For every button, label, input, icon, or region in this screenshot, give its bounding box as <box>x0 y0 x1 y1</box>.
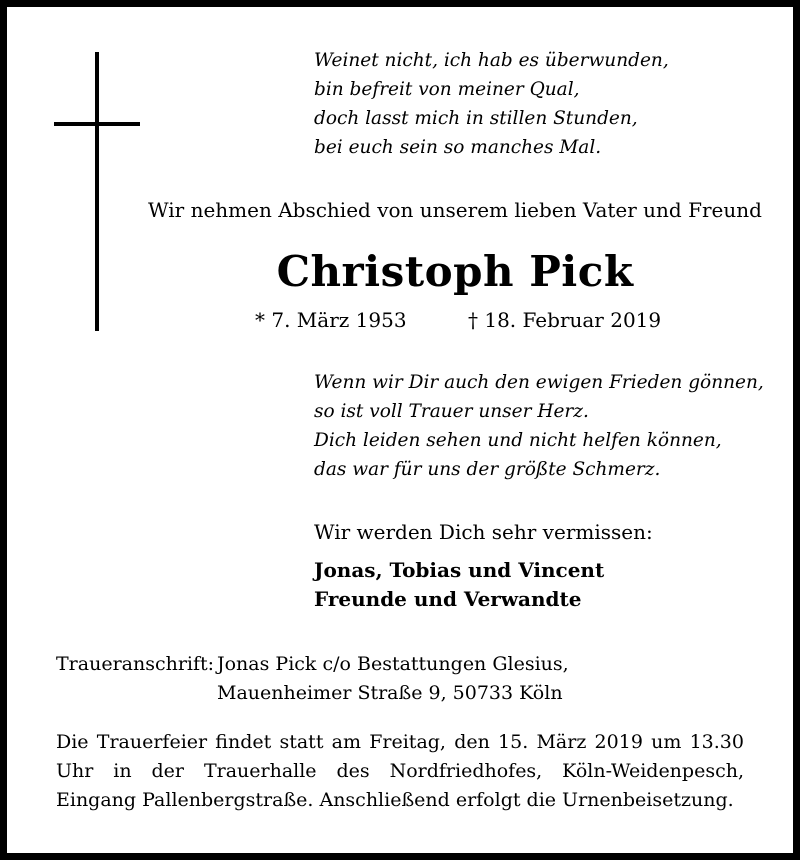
verse-bottom-line: Dich leiden sehen und nicht helfen können, <box>314 430 722 451</box>
birth-date: * 7. März 1953 <box>255 308 407 332</box>
verse-top-line: bin befreit von meiner Qual, <box>314 79 580 100</box>
verse-bottom <box>314 368 764 484</box>
deceased-name: Christoph Pick <box>276 247 634 296</box>
verse-top-line: bei euch sein so manches Mal. <box>314 137 602 158</box>
address-label: Traueranschrift: <box>56 653 215 675</box>
address-lines <box>217 650 569 708</box>
signers <box>314 556 604 614</box>
address-line: Jonas Pick c/o Bestattungen Glesius, <box>217 653 569 675</box>
verse-bottom-line: Wenn wir Dir auch den ewigen Frieden gönnen, <box>314 372 764 393</box>
verse-top-line: Weinet nicht, ich hab es überwunden, <box>314 50 669 71</box>
death-date: † 18. Februar 2019 <box>468 308 662 332</box>
cross-icon-horizontal <box>54 122 140 126</box>
miss-line: Wir werden Dich sehr vermissen: <box>314 520 653 544</box>
verse-top <box>314 46 669 162</box>
verse-bottom-line: das war für uns der größte Schmerz. <box>314 459 661 480</box>
signer-line: Freunde und Verwandte <box>314 587 582 611</box>
address-line: Mauenheimer Straße 9, 50733 Köln <box>217 682 563 704</box>
verse-top-line: doch lasst mich in stillen Stunden, <box>314 108 638 129</box>
signer-line: Jonas, Tobias und Vincent <box>314 558 605 582</box>
ceremony-text: Die Trauerfeier findet statt am Freitag, den 15. März 2019 um 13.30 Uhr in der Trauerhalle des Nordfriedhofes, Köln-Weidenpesch, Eingang Pallenbergstraße. Anschließend erfolgt die Urnenbeisetzung. <box>56 731 744 811</box>
verse-bottom-line: so ist voll Trauer unser Herz. <box>314 401 589 422</box>
intro-line: Wir nehmen Abschied von unserem lieben Vater und Freund <box>148 198 762 222</box>
